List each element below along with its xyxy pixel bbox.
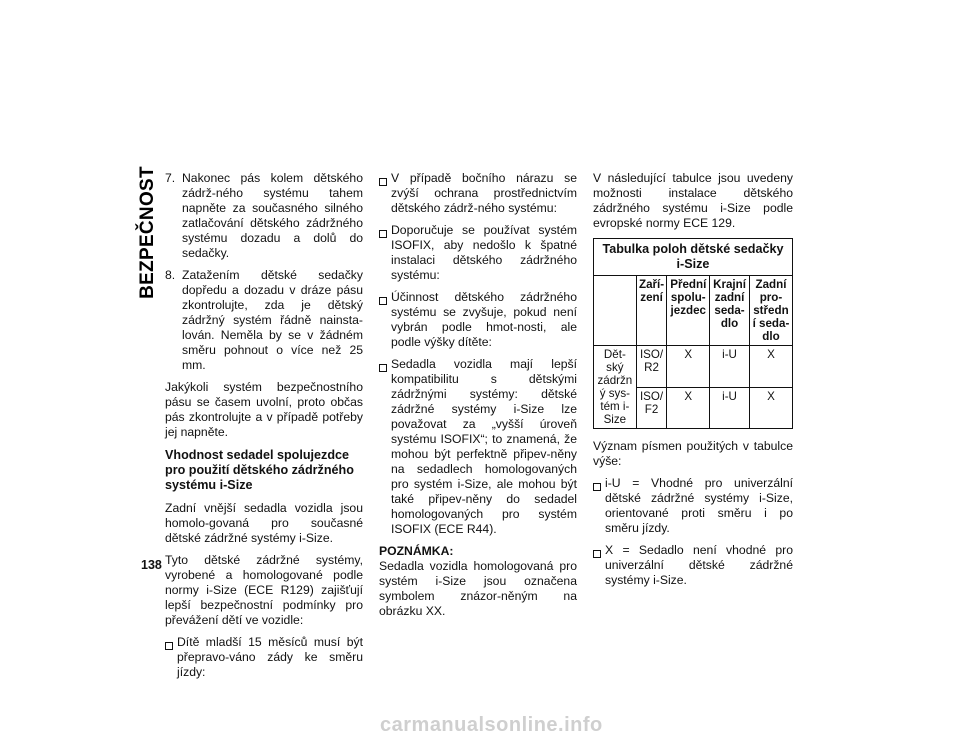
table-cell: X — [667, 346, 710, 388]
table-header-cell: Zadní pro-středn í seda-dlo — [749, 276, 792, 346]
column-2 — [379, 171, 577, 626]
table-header-cell: Krajní zadní seda-dlo — [710, 276, 750, 346]
bullet-text: V případě bočního nárazu se zvýší ochrana prostřednictvím dětského zádrž-ného systému: — [391, 171, 577, 215]
step-number: 7. — [165, 171, 176, 185]
table-cell: i-U — [710, 346, 750, 388]
table-intro: V následující tabulce jsou uvedeny možnosti instalace dětského zádržného systému i-Size podle evropské normy ECE 129. — [593, 171, 793, 230]
numbered-step-8 — [165, 268, 363, 373]
bullet-item — [379, 357, 577, 537]
bullet-item — [165, 635, 363, 680]
bullet-item — [593, 476, 793, 536]
bullet-text: Dítě mladší 15 měsíců musí být přepravo-váno zády ke směru jízdy: — [177, 635, 363, 679]
square-bullet-icon — [593, 483, 601, 491]
table-header-cell — [594, 276, 637, 346]
square-bullet-icon — [379, 230, 387, 238]
bullet-text: X = Sedadlo není vhodné pro univerzální dětské zádržné systémy i-Size. — [605, 543, 793, 587]
watermark: carmanualsonline.info — [380, 714, 603, 736]
square-bullet-icon — [165, 642, 173, 650]
table-cell: X — [749, 387, 792, 429]
paragraph-isize-systems: Tyto dětské zádržné systémy, vyrobené a homologované podle normy i-Size (ECE R129) zajišťují lepší bezpečnostní podmínky pro převážení dětí ve vozidle: — [165, 553, 363, 627]
note-text: Sedadla vozidla homologovaná pro systém i-Size jsou označena symbolem znázor-něným na obrázku XX. — [379, 559, 577, 618]
square-bullet-icon — [379, 297, 387, 305]
paragraph-rear-seats: Zadní vnější sedadla vozidla jsou homolo-govaná pro současné dětské zádržné systémy i-Size. — [165, 501, 363, 545]
column-1 — [165, 171, 363, 687]
table-cell: i-U — [710, 387, 750, 429]
section-side-tab-label: BEZPEČNOST — [136, 165, 158, 299]
square-bullet-icon — [379, 364, 387, 372]
table-cell: X — [667, 387, 710, 429]
isize-position-table — [593, 238, 793, 429]
bullet-text: Účinnost dětského zádržného systému se zvyšuje, pokud není vybrán podle hmot-nosti, ale podle výšky dítěte: — [391, 290, 577, 349]
bullet-item — [379, 171, 577, 216]
table-row-label: Dět-ský zádržn ý sys-tém i-Size — [594, 346, 637, 429]
table-header-cell: Zaří-zení — [636, 276, 667, 346]
numbered-step-7 — [165, 171, 363, 261]
square-bullet-icon — [593, 550, 601, 558]
table-row — [594, 346, 793, 388]
page-number: 138 — [141, 558, 162, 572]
table-header-row — [594, 276, 793, 346]
step-text: Zatažením dětské sedačky dopředu a dozadu v dráze pásu zkontrolujte, zda je dětský zádržný systém řádně nainsta-lován. Neměla by se v žádném směru pohnout o více než 25 mm. — [182, 268, 363, 372]
table-cell: ISO/ F2 — [636, 387, 667, 429]
bullet-text: i-U = Vhodné pro univerzální dětské zádržné systémy i-Size, orientované proti směru i po směru jízdy. — [605, 476, 793, 535]
legend-title: Význam písmen použitých v tabulce výše: — [593, 439, 793, 468]
square-bullet-icon — [379, 178, 387, 186]
bullet-text: Sedadla vozidla mají lepší kompatibilitu s dětskými zádržnými systémy: dětské zádržné systémy i-Size lze považovat za „vyšší úroveň systému ISOFIX“; to znamená, že mohou být perfektně připev-něny na sedadlech homologovaných pro systém i-Size, ale mohou být také připev-něny do sedadel homologovaných pro systém ISOFIX (ECE R44). — [391, 357, 577, 536]
bullet-item — [379, 290, 577, 350]
section-side-tab — [136, 165, 158, 299]
note-title: POZNÁMKA: — [379, 544, 454, 558]
table-cell: X — [749, 346, 792, 388]
table-header-cell: Přední spolu-jezdec — [667, 276, 710, 346]
bullet-item — [593, 543, 793, 588]
bullet-text: Doporučuje se používat systém ISOFIX, aby nedošlo k špatné instalaci dětského zádržného systému: — [391, 223, 577, 282]
step-text: Nakonec pás kolem dětského zádrž-ného systému tahem napněte za současného silného zatlačování dětského zádržného systému dozadu a dolů do sedačky. — [182, 171, 363, 260]
table-caption: Tabulka poloh dětské sedačky i-Size — [594, 239, 793, 276]
column-3 — [593, 171, 793, 595]
section-heading: Vhodnost sedadel spolujezdce pro použití dětského zádržného systému i-Size — [165, 448, 354, 492]
paragraph-belt-check: Jakýkoli systém bezpečnostního pásu se časem uvolní, proto občas pás zkontrolujte a v případě potřeby jej napněte. — [165, 380, 363, 439]
step-number: 8. — [165, 268, 176, 282]
table-cell: ISO/ R2 — [636, 346, 667, 388]
bullet-item — [379, 223, 577, 283]
